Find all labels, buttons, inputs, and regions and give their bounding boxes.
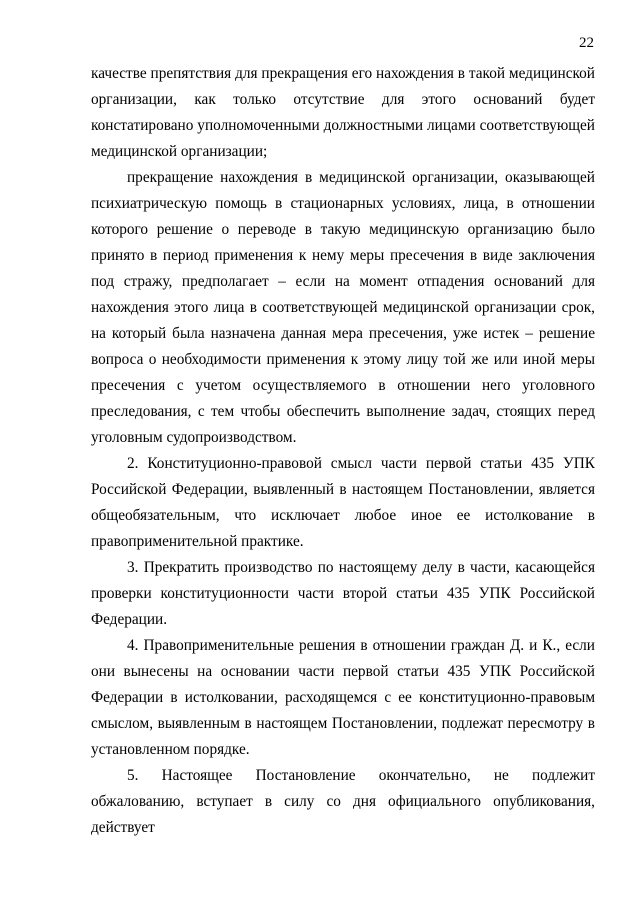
paragraph-termination-of-stay: прекращение нахождения в медицинской организации, оказывающей психиатрическую помощь в стационарных условиях, лица, в отношении которого решение о переводе в такую медицинскую организацию было принято в период применения к нему меры пресечения в виде заключения под стражу, предполагает – если на момент отпадения оснований для нахождения этого лица в соответствующей медицинской организации срок, на который была назначена данная мера пресечения, уже истек – решение вопроса о необходимости применения к этому лицу той же или иной меры пресечения с учетом осуществляемого в отношении него уголовного преследования, с тем чтобы обеспечить выполнение задач, стоящих перед уголовным судопроизводством. — [91, 169, 595, 446]
paragraph-item-3: 3. Прекратить производство по настоящему делу в части, касающейся проверки конституционности части второй статьи 435 УПК Российской Федерации. — [91, 559, 595, 628]
document-body — [91, 61, 595, 841]
paragraph-item-2: 2. Конституционно-правовой смысл части первой статьи 435 УПК Российской Федерации, выявленный в настоящем Постановлении, является общеобязательным, что исключает любое иное ее истолкование в правоприменительной практике. — [91, 455, 595, 550]
page-number: 22 — [579, 35, 594, 51]
paragraph-continuation: качестве препятствия для прекращения его нахождения в такой медицинской организации, как только отсутствие для этого оснований будет констатировано уполномоченными должностными лицами соответствующей медицинской организации; — [91, 65, 595, 160]
paragraph-item-5: 5. Настоящее Постановление окончательно, не подлежит обжалованию, вступает в силу со дня официального опубликования, действует — [91, 767, 595, 836]
paragraph-item-4: 4. Правоприменительные решения в отношении граждан Д. и К., если они вынесены на основании части первой статьи 435 УПК Российской Федерации в истолковании, расходящемся с ее конституционно-правовым смыслом, выявленным в настоящем Постановлении, подлежат пересмотру в установленном порядке. — [91, 637, 595, 758]
